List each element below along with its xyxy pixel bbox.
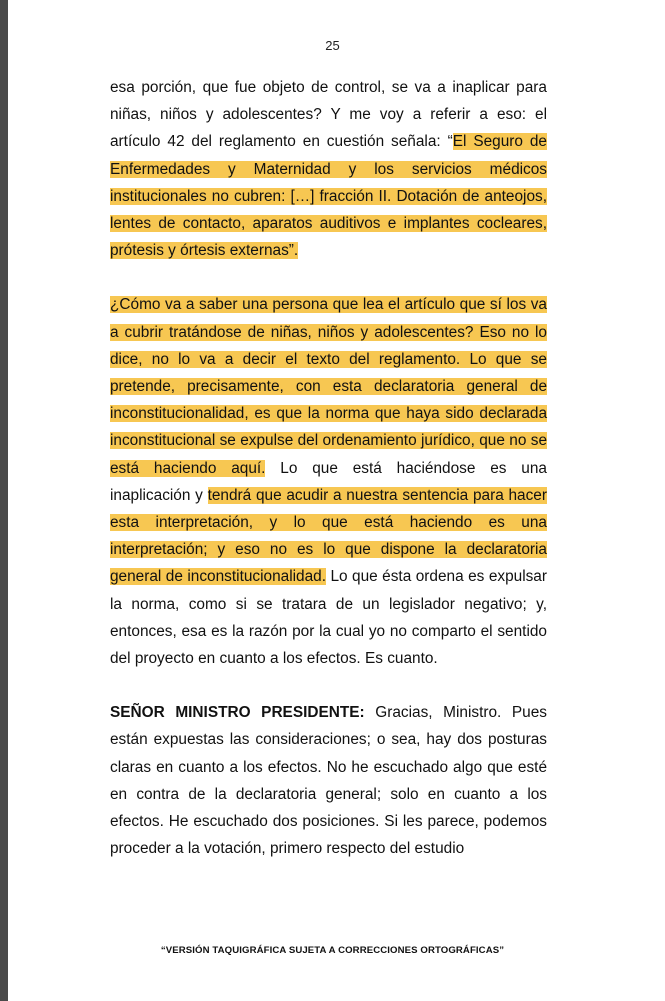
highlighted-text: tendrá que acudir a nuestra sentencia para hacer esta interpretación, y lo que está haciendo es una interpretación; y eso no es lo que dispone la declaratoria general de inconstitucionalidad.: [110, 486, 547, 586]
document-page: [8, 0, 665, 1001]
speaker-label: SEÑOR MINISTRO PRESIDENTE:: [110, 704, 365, 722]
text-segment: Lo que está haciéndose es una inaplicación y: [110, 459, 547, 504]
paragraph-3: [110, 699, 547, 862]
text-segment: Lo que ésta ordena es expulsar la norma, como si se tratara de un legislador negativo; y, entonces, esa es la razón por la cual yo no comparto el sentido del proyecto en cuanto a los efectos. Es cuanto.: [110, 568, 547, 668]
text-segment: esa porción, que fue objeto de control, se va a inaplicar para niñas, niños y adolescentes? Y me voy a referir a eso: el artículo 42 del reglamento en cuestión señala: “: [110, 79, 547, 151]
page-footer: “VERSIÓN TAQUIGRÁFICA SUJETA A CORRECCIONES ORTOGRÁFICAS”: [160, 945, 505, 956]
page-number: 25: [325, 38, 340, 53]
highlighted-text: ¿Cómo va a saber una persona que lea el artículo que sí los va a cubrir tratándose de niñas, niños y adolescentes? Eso no lo dice, no lo va a decir el texto del reglamento. Lo que se pretende, precisamente, con esta declaratoria general de inconstitucionalidad, es que la norma que haya sido declarada inconstitucional se expulse del ordenamiento jurídico, que no se está haciendo aquí.: [110, 296, 547, 477]
highlighted-text: El Seguro de Enfermedades y Maternidad y los servicios médicos institucionales no cubren: […] fracción II. Dotación de anteojos, lentes de contacto, aparatos auditivos e implantes cocleares, prótesis y órtesis externas”.: [110, 133, 547, 260]
transcript-body: [110, 74, 547, 862]
paragraph-1: [110, 74, 547, 264]
paragraph-2: [110, 291, 547, 672]
text-segment: Gracias, Ministro. Pues están expuestas las consideraciones; o sea, hay dos posturas claras en cuanto a los efectos. No he escuchado algo que esté en contra de la declaratoria general; solo en cuanto a los efectos. He escuchado dos posiciones. Si les parece, podemos proceder a la votación, primero respecto del estudio: [110, 704, 547, 858]
